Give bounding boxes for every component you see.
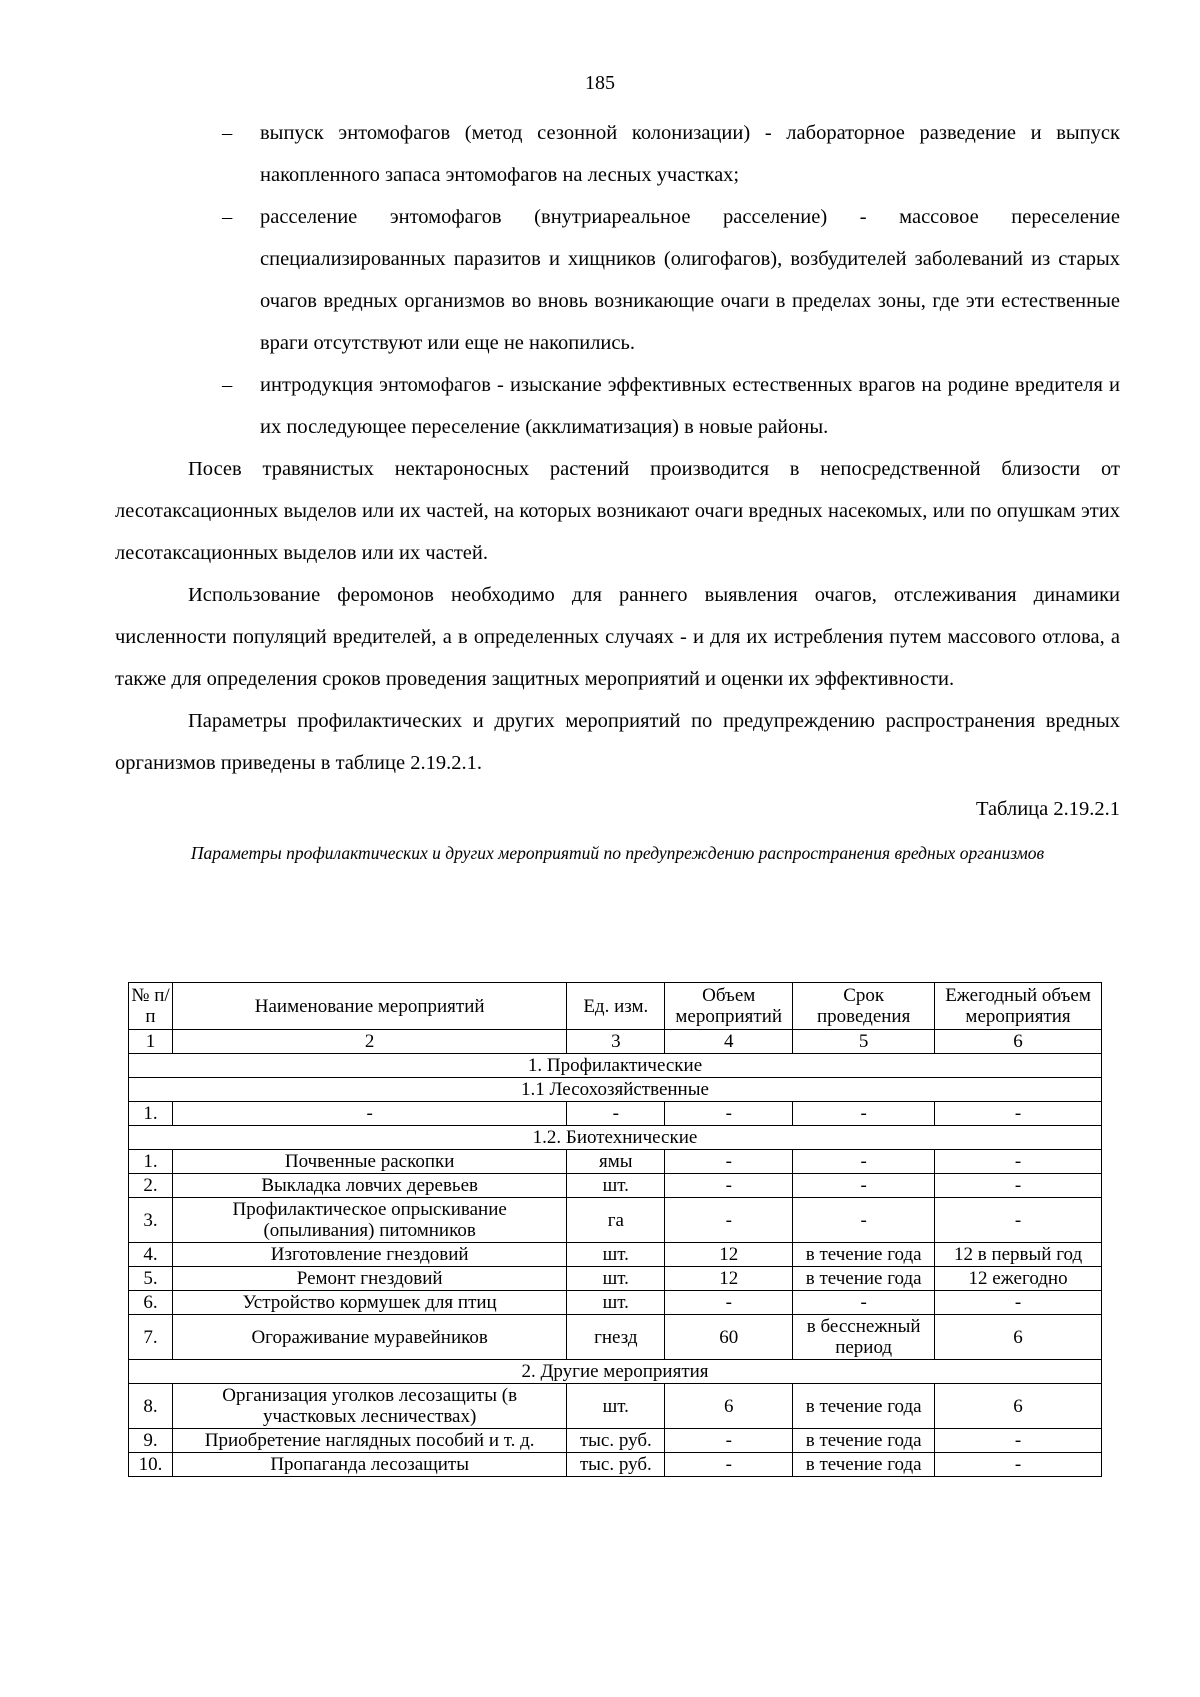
unit-cell: тыс. руб. (567, 1453, 665, 1477)
row-number-cell: 5. (129, 1267, 173, 1291)
table-row (129, 1174, 1102, 1198)
period-cell: в течение года (793, 1453, 935, 1477)
volume-cell: 6 (665, 1384, 793, 1429)
table-row (129, 1453, 1102, 1477)
unit-cell: шт. (567, 1291, 665, 1315)
annual-volume-cell: - (935, 1198, 1102, 1243)
column-number: 4 (665, 1030, 793, 1054)
volume-cell: - (665, 1102, 793, 1126)
row-number-cell: 2. (129, 1174, 173, 1198)
header-cell: Наименование мероприятий (172, 983, 566, 1030)
row-number-cell: 9. (129, 1429, 173, 1453)
annual-volume-cell: - (935, 1291, 1102, 1315)
volume-cell: 12 (665, 1267, 793, 1291)
unit-cell: шт. (567, 1174, 665, 1198)
annual-volume-cell: - (935, 1453, 1102, 1477)
body-text (115, 112, 1120, 874)
measures-table (128, 982, 1102, 1477)
annual-volume-cell: 6 (935, 1315, 1102, 1360)
unit-cell: гнезд (567, 1315, 665, 1360)
volume-cell: 12 (665, 1243, 793, 1267)
section-title: 1.2. Биотехнические (129, 1126, 1102, 1150)
measure-name-cell: Организация уголков лесозащиты (в участковых лесничествах) (172, 1384, 566, 1429)
bullet-text: расселение энтомофагов (внутриареальное расселение) - массовое переселение специализированных паразитов и хищников (олигофагов), возбудителей заболеваний из старых очагов вредных организмов во вновь возникающие очаги в пределах зоны, где эти естественные враги отсутствуют или еще не накопились. (260, 206, 1120, 354)
period-cell: в течение года (793, 1384, 935, 1429)
annual-volume-cell: - (935, 1174, 1102, 1198)
volume-cell: - (665, 1198, 793, 1243)
table-caption: Параметры профилактических и других мероприятий по предупреждению распространения вредных организмов (190, 843, 1045, 863)
bullet-item (115, 364, 1120, 448)
table-row (129, 1384, 1102, 1429)
volume-cell: - (665, 1150, 793, 1174)
paragraph: Использование феромонов необходимо для раннего выявления очагов, отслеживания динамики численности популяций вредителей, а в определенных случаях - и для их истребления путем массового отлова, а также для определения сроков проведения защитных мероприятий и оценки их эффективности. (115, 584, 1120, 690)
volume-cell: - (665, 1429, 793, 1453)
header-cell: Срок проведения (793, 983, 935, 1030)
volume-cell: 60 (665, 1315, 793, 1360)
section-row (129, 1078, 1102, 1102)
paragraph: Параметры профилактических и других мероприятий по предупреждению распространения вредных организмов приведены в таблице 2.19.2.1. (115, 710, 1120, 774)
row-number-cell: 3. (129, 1198, 173, 1243)
annual-volume-cell: 6 (935, 1384, 1102, 1429)
row-number-cell: 6. (129, 1291, 173, 1315)
section-title: 1. Профилактические (129, 1054, 1102, 1078)
table-row (129, 1198, 1102, 1243)
row-number-cell: 1. (129, 1150, 173, 1174)
row-number-cell: 8. (129, 1384, 173, 1429)
bullet-item (115, 112, 1120, 196)
table-row (129, 1102, 1102, 1126)
measure-name-cell: Выкладка ловчих деревьев (172, 1174, 566, 1198)
column-number: 1 (129, 1030, 173, 1054)
row-number-cell: 7. (129, 1315, 173, 1360)
unit-cell: шт. (567, 1243, 665, 1267)
unit-cell: га (567, 1198, 665, 1243)
annual-volume-cell: - (935, 1102, 1102, 1126)
measure-name-cell: Профилактическое опрыскивание (опыливания) питомников (172, 1198, 566, 1243)
unit-cell: шт. (567, 1267, 665, 1291)
period-cell: в течение года (793, 1429, 935, 1453)
volume-cell: - (665, 1453, 793, 1477)
bullet-item (115, 196, 1120, 364)
section-title: 2. Другие мероприятия (129, 1360, 1102, 1384)
table-row (129, 1315, 1102, 1360)
dash-marker: – (222, 122, 233, 144)
dash-marker: – (222, 374, 233, 396)
annual-volume-cell: - (935, 1150, 1102, 1174)
page-number: 185 (585, 72, 615, 94)
measure-name-cell: Изготовление гнездовий (172, 1243, 566, 1267)
period-cell: - (793, 1291, 935, 1315)
column-number: 5 (793, 1030, 935, 1054)
table-row (129, 1243, 1102, 1267)
section-row (129, 1054, 1102, 1078)
period-cell: в бесснежный период (793, 1315, 935, 1360)
table-header-row (129, 983, 1102, 1030)
table-row (129, 1150, 1102, 1174)
header-cell: № п/п (129, 983, 173, 1030)
column-number: 3 (567, 1030, 665, 1054)
bullet-text: выпуск энтомофагов (метод сезонной колонизации) - лабораторное разведение и выпуск накопленного запаса энтомофагов на лесных участках; (260, 122, 1120, 186)
unit-cell: шт. (567, 1384, 665, 1429)
volume-cell: - (665, 1291, 793, 1315)
measure-name-cell: Устройство кормушек для птиц (172, 1291, 566, 1315)
column-number: 6 (935, 1030, 1102, 1054)
table-row (129, 1429, 1102, 1453)
period-cell: - (793, 1102, 935, 1126)
measure-name-cell: Приобретение наглядных пособий и т. д. (172, 1429, 566, 1453)
section-row (129, 1360, 1102, 1384)
annual-volume-cell: - (935, 1429, 1102, 1453)
header-cell: Ежегодный объем мероприятия (935, 983, 1102, 1030)
row-number-cell: 1. (129, 1102, 173, 1126)
table-body (129, 1054, 1102, 1477)
bullet-text: интродукция энтомофагов - изыскание эффективных естественных врагов на родине вредителя и их последующее переселение (акклиматизация) в новые районы. (260, 374, 1120, 438)
header-cell: Объем мероприятий (665, 983, 793, 1030)
volume-cell: - (665, 1174, 793, 1198)
row-number-cell: 10. (129, 1453, 173, 1477)
unit-cell: - (567, 1102, 665, 1126)
table-row (129, 1267, 1102, 1291)
measure-name-cell: Огораживание муравейников (172, 1315, 566, 1360)
unit-cell: ямы (567, 1150, 665, 1174)
column-number-row (129, 1030, 1102, 1054)
period-cell: - (793, 1174, 935, 1198)
paragraph: Посев травянистых нектароносных растений производится в непосредственной близости от лесотаксационных выделов или их частей, на которых возникают очаги вредных насекомых, или по опушкам этих лесотаксационных выделов или их частей. (115, 458, 1120, 564)
header-cell: Ед. изм. (567, 983, 665, 1030)
table-label: Таблица 2.19.2.1 (975, 798, 1120, 820)
period-cell: - (793, 1198, 935, 1243)
dash-marker: – (222, 206, 233, 228)
annual-volume-cell: 12 ежегодно (935, 1267, 1102, 1291)
section-title: 1.1 Лесохозяйственные (129, 1078, 1102, 1102)
table-row (129, 1291, 1102, 1315)
measure-name-cell: Почвенные раскопки (172, 1150, 566, 1174)
measure-name-cell: Пропаганда лесозащиты (172, 1453, 566, 1477)
measure-name-cell: - (172, 1102, 566, 1126)
row-number-cell: 4. (129, 1243, 173, 1267)
annual-volume-cell: 12 в первый год (935, 1243, 1102, 1267)
section-row (129, 1126, 1102, 1150)
unit-cell: тыс. руб. (567, 1429, 665, 1453)
measure-name-cell: Ремонт гнездовий (172, 1267, 566, 1291)
period-cell: в течение года (793, 1243, 935, 1267)
period-cell: - (793, 1150, 935, 1174)
period-cell: в течение года (793, 1267, 935, 1291)
column-number: 2 (172, 1030, 566, 1054)
